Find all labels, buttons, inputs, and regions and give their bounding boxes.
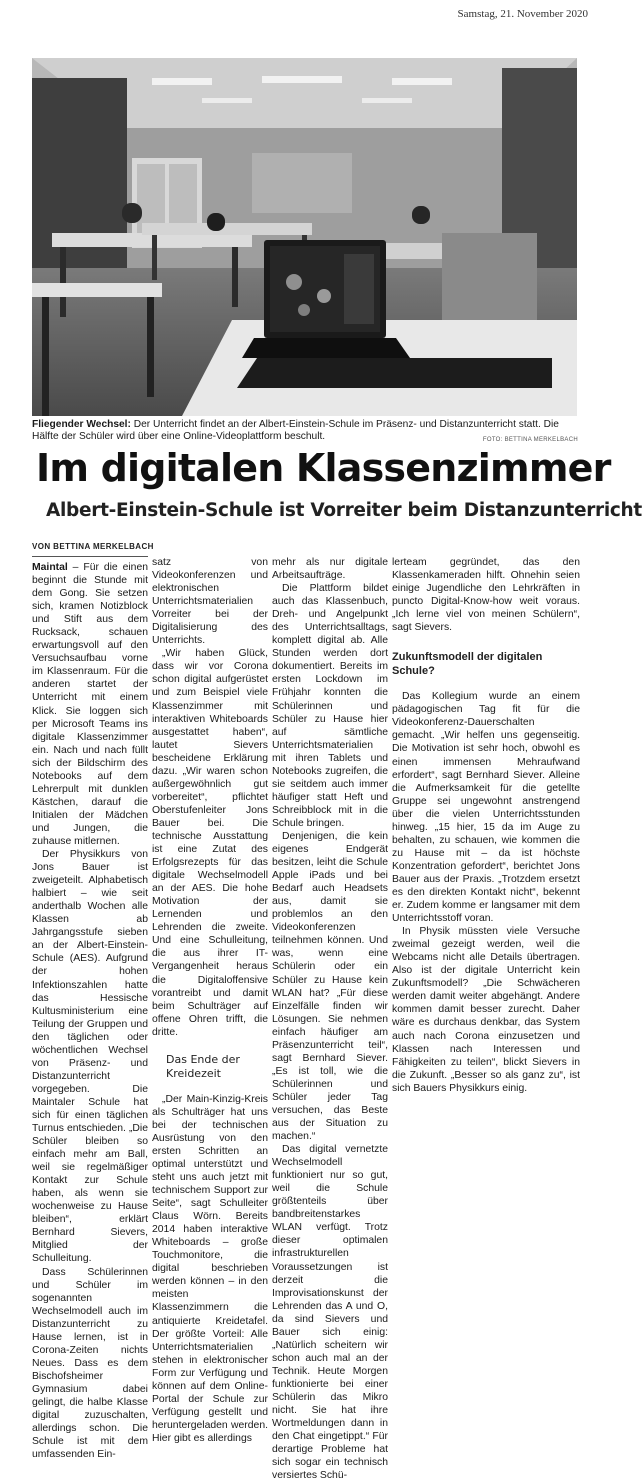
lead-paragraph-text: – Für die einen beginnt die Stunde mit dem Gong. Sie setzen sich, kramen Notizblock und Stift aus dem Rucksack, schauen erwartungsvoll auf den Versuchsaufbau vorne im Klassenraum. Für die anderen startet der Unterricht mit einem Klick. Sie loggen sich per Microsoft Teams ins digitale Klassenzimmer ein. Nach und nach füllt sich der Bildschirm des Notebooks auf dem Lehrerpult mit dunklen Kästchen, darauf die Initialen der Mädchen und Jungen, die zuhause mitlernen. — [32, 562, 148, 847]
paragraph: lerteam gegründet, das den Klassenkameraden hilft. Ohnehin seien einige Jugendliche den Lehrkräften in puncto Digital-Know-how weit voraus. „Ich lerne viel von meinen Schülern“, sagt Sievers. — [392, 557, 580, 634]
subheading: Zukunftsmodell der digitalen Schule? — [392, 651, 543, 678]
lead-paragraph — [32, 561, 148, 848]
article-column-1 — [32, 556, 148, 1461]
date-line: Samstag, 21. November 2020 — [457, 8, 588, 20]
headline: Im digitalen Klassenzimmer — [36, 446, 611, 490]
paragraph: „Der Main-Kinzig-Kreis als Schulträger hat uns bei der technischen Ausrüstung von den ersten Schritten an optimal unterstützt und steht uns auch jetzt mit technischem Support zur Seite“, sagt Schulleiter Claus Wörn. Bereits 2014 haben interaktive Whiteboards – große Touchmonitore, die digital beschrieben werden können – in den meisten Klassenzimmern die antiquierte Kreidetafel. Der größte Vorteil: Alle Unterrichtsmaterialien stehen in elektronischer Form zur Verfügung und können auf dem Online-Portal der Schule zur Verfügung gestellt und heruntergeladen werden. Hier gibt es allerdings — [152, 1093, 268, 1444]
subheadline: Albert-Einstein-Schule ist Vorreiter beim Distanzunterricht — [46, 500, 642, 521]
paragraph: Das Kollegium wurde an einem pädagogischen Tag fit für die Videokonferenz-Dauerschalten gemacht. „Wir helfen uns gegenseitig. Die Motivation ist sehr hoch, obwohl es einen immensen Mehraufwand erfordert“, sagt Bernhard Siever. Alleine die Aufmerksamkeit für die getellte Gruppe sei ungewohnt anstrengend über die vielen Unterrichtsstunden hinweg. „15 hier, 15 da im Auge zu behalten, zu schauen, wie kommen die zu Hause mit – da ist höchste Konzentration gefordert“, berichtet Jons Bauer aus der Praxis. „Trotzdem ersetzt es den direkten Kontakt nicht“, bekennt er. Zudem komme er langsamer mit dem Unterrichtsstoff voran. — [392, 691, 580, 925]
paragraph: Denjenigen, die kein eigenes Endgerät besitzen, leiht die Schule Apple iPads und bei Bedarf auch Headsets aus, damit sie problemlos an den Videokonferenzen teilnehmen können. Und was, wenn eine Schülerin oder ein Schüler zu Hause kein WLAN hat? „Für diese Einzelfälle finden wir Lösungen. Sie nehmen einfach häufiger am Präsenzunterricht teil“, sagt Bernhard Siever. „Es ist toll, wie die Schülerinnen und Schüler jeder Tag versuchen, das Beste aus der Situation zu machen.“ — [272, 830, 388, 1143]
caption-text: Der Unterricht findet an der Albert-Einstein-Schule im Präsenz- und Distanzunterricht statt. Die Hälfte der Schüler wird über eine Online-Videoplattform beschult. — [32, 419, 559, 443]
article-column-3 — [272, 556, 388, 1482]
classroom-photo — [32, 58, 577, 416]
paragraph: In Physik müssten viele Versuche zweimal gezeigt werden, weil die Webcams nicht alle Details übertragen. Also ist der digitale Unterricht kein Zukunftsmodell? „Die Schwächeren werden damit weiter abgehängt. Andere kommen damit besser zurecht. Daher wäre es durchaus denkbar, das System auch nach Corona einzusetzen und Klassen nach Interessen und Fähigkeiten zu teilen“, blickt Sievers in die Zukunft. „Besser so als ganz zu“, ist sich Bauers Physikkurs einig. — [392, 926, 580, 1094]
caption-lead: Fliegender Wechsel: — [32, 419, 131, 430]
paragraph: Der Physikkurs von Jons Bauer ist zweigeteilt. Alphabetisch halbiert – wie seit anderthalb Wochen alle Klassen ab Jahrgangsstufe sieben an der Albert-Einstein-Schule (AES). Aufgrund der hohen Infektionszahlen hatte das Hessische Kultusministerium eine Teilung der Gruppen und den täglichen oder wöchentlichen Wechsel von Präsenz- und Distanzunterricht vorgegeben. Die Maintaler Schule hat sich für einen täglichen Turnus entschieden. „Die Schüler bleiben so einfach mehr am Ball, weil sie regelmäßiger Kontakt zur Schule haben, als wenn sie wochenweise zu Hause bleiben“, erklärt Bernhard Sievers, Mitglied der Schulleitung. — [32, 849, 148, 1265]
byline: VON BETTINA MERKELBACH — [32, 542, 154, 551]
byline-rule — [32, 556, 148, 557]
article-column-2 — [152, 556, 268, 1444]
paragraph: satz von Videokonferenzen und elektronischen Unterrichtsmaterialien Vorreiter bei der Digitalisierung des Unterrichts. — [152, 557, 268, 647]
paragraph: mehr als nur digitale Arbeitsaufträge. — [272, 557, 388, 582]
paragraph: Das digital vernetzte Wechselmodell funktioniert nur so gut, weil die Schule größtenteils über bandbreitenstarkes WLAN verfügt. Trotz dieser optimalen infrastrukturellen Voraussetzungen ist derzeit die Improvisationskunst der Lehrenden das A und O, da sind Sievers und Bauer sich einig: „Natürlich scheitern wir schon auch mal an der Technik. Heute Morgen funktionierte bei einer Schülerin das Mikro nicht. Sie hat ihre Wortmeldungen dann in den Chat eingetippt.“ Für derartige Probleme hat sich sogar ein technisch versiertes Schü- — [272, 1144, 388, 1482]
dateline-place: Maintal — [32, 562, 68, 573]
subheading: Das Ende der Kreidezeit — [166, 1052, 240, 1080]
paragraph: Dass Schülerinnen und Schüler im sogenannten Wechselmodell auch im Distanzunterricht zu Hause lernen, ist in Corona-Zeiten nichts Neues. Dass es dem Bischofsheimer Gymnasium dabei gelingt, die halbe Klasse digital zuzuschalten, allerdings schon. Die Schule ist mit dem umfassenden Ein- — [32, 1266, 148, 1461]
article-column-4 — [392, 556, 580, 1192]
paragraph: „Wir haben Glück, dass wir vor Corona schon digital aufgerüstet und zum Beispiel viele Klassenzimmer mit interaktiven Whiteboards ausgestattet haben“, lautet Sievers bescheidene Erklärung dazu. „Wir waren schon außergewöhnlich gut vorbereitet“, pflichtet Oberstufenleiter Jons Bauer bei. Die technische Ausstattung ist eine Zutat des Erfolgsrezepts für das digitale Wechselmodell an der AES. Die hohe Motivation der Lernenden und Lehrenden die zweite. Und eine Schulleitung, die aus ihrer IT-Vergangenheit heraus die Digitaloffensive vorantreibt und damit beim Schulträger auf offene Ohren trifft, die dritte. — [152, 648, 268, 1038]
paragraph: Die Plattform bildet auch das Klassenbuch, Dreh- und Angelpunkt des Unterrichtsalltags, komplett digital ab. Alle Stunden werden dort dokumentiert. Bereits im ersten Lockdown im Frühjahr konnten die Schülerinnen und Schüler zu Hause hier auf sämtliche Unterrichtsmaterialien mit ihren Tablets und Notebooks zugreifen, die sie seitdem auch immer häufiger statt Heft und Schreibblock mit in die Schule bringen. — [272, 583, 388, 829]
photo-credit: FOTO: BETTINA MERKELBACH — [482, 437, 578, 443]
